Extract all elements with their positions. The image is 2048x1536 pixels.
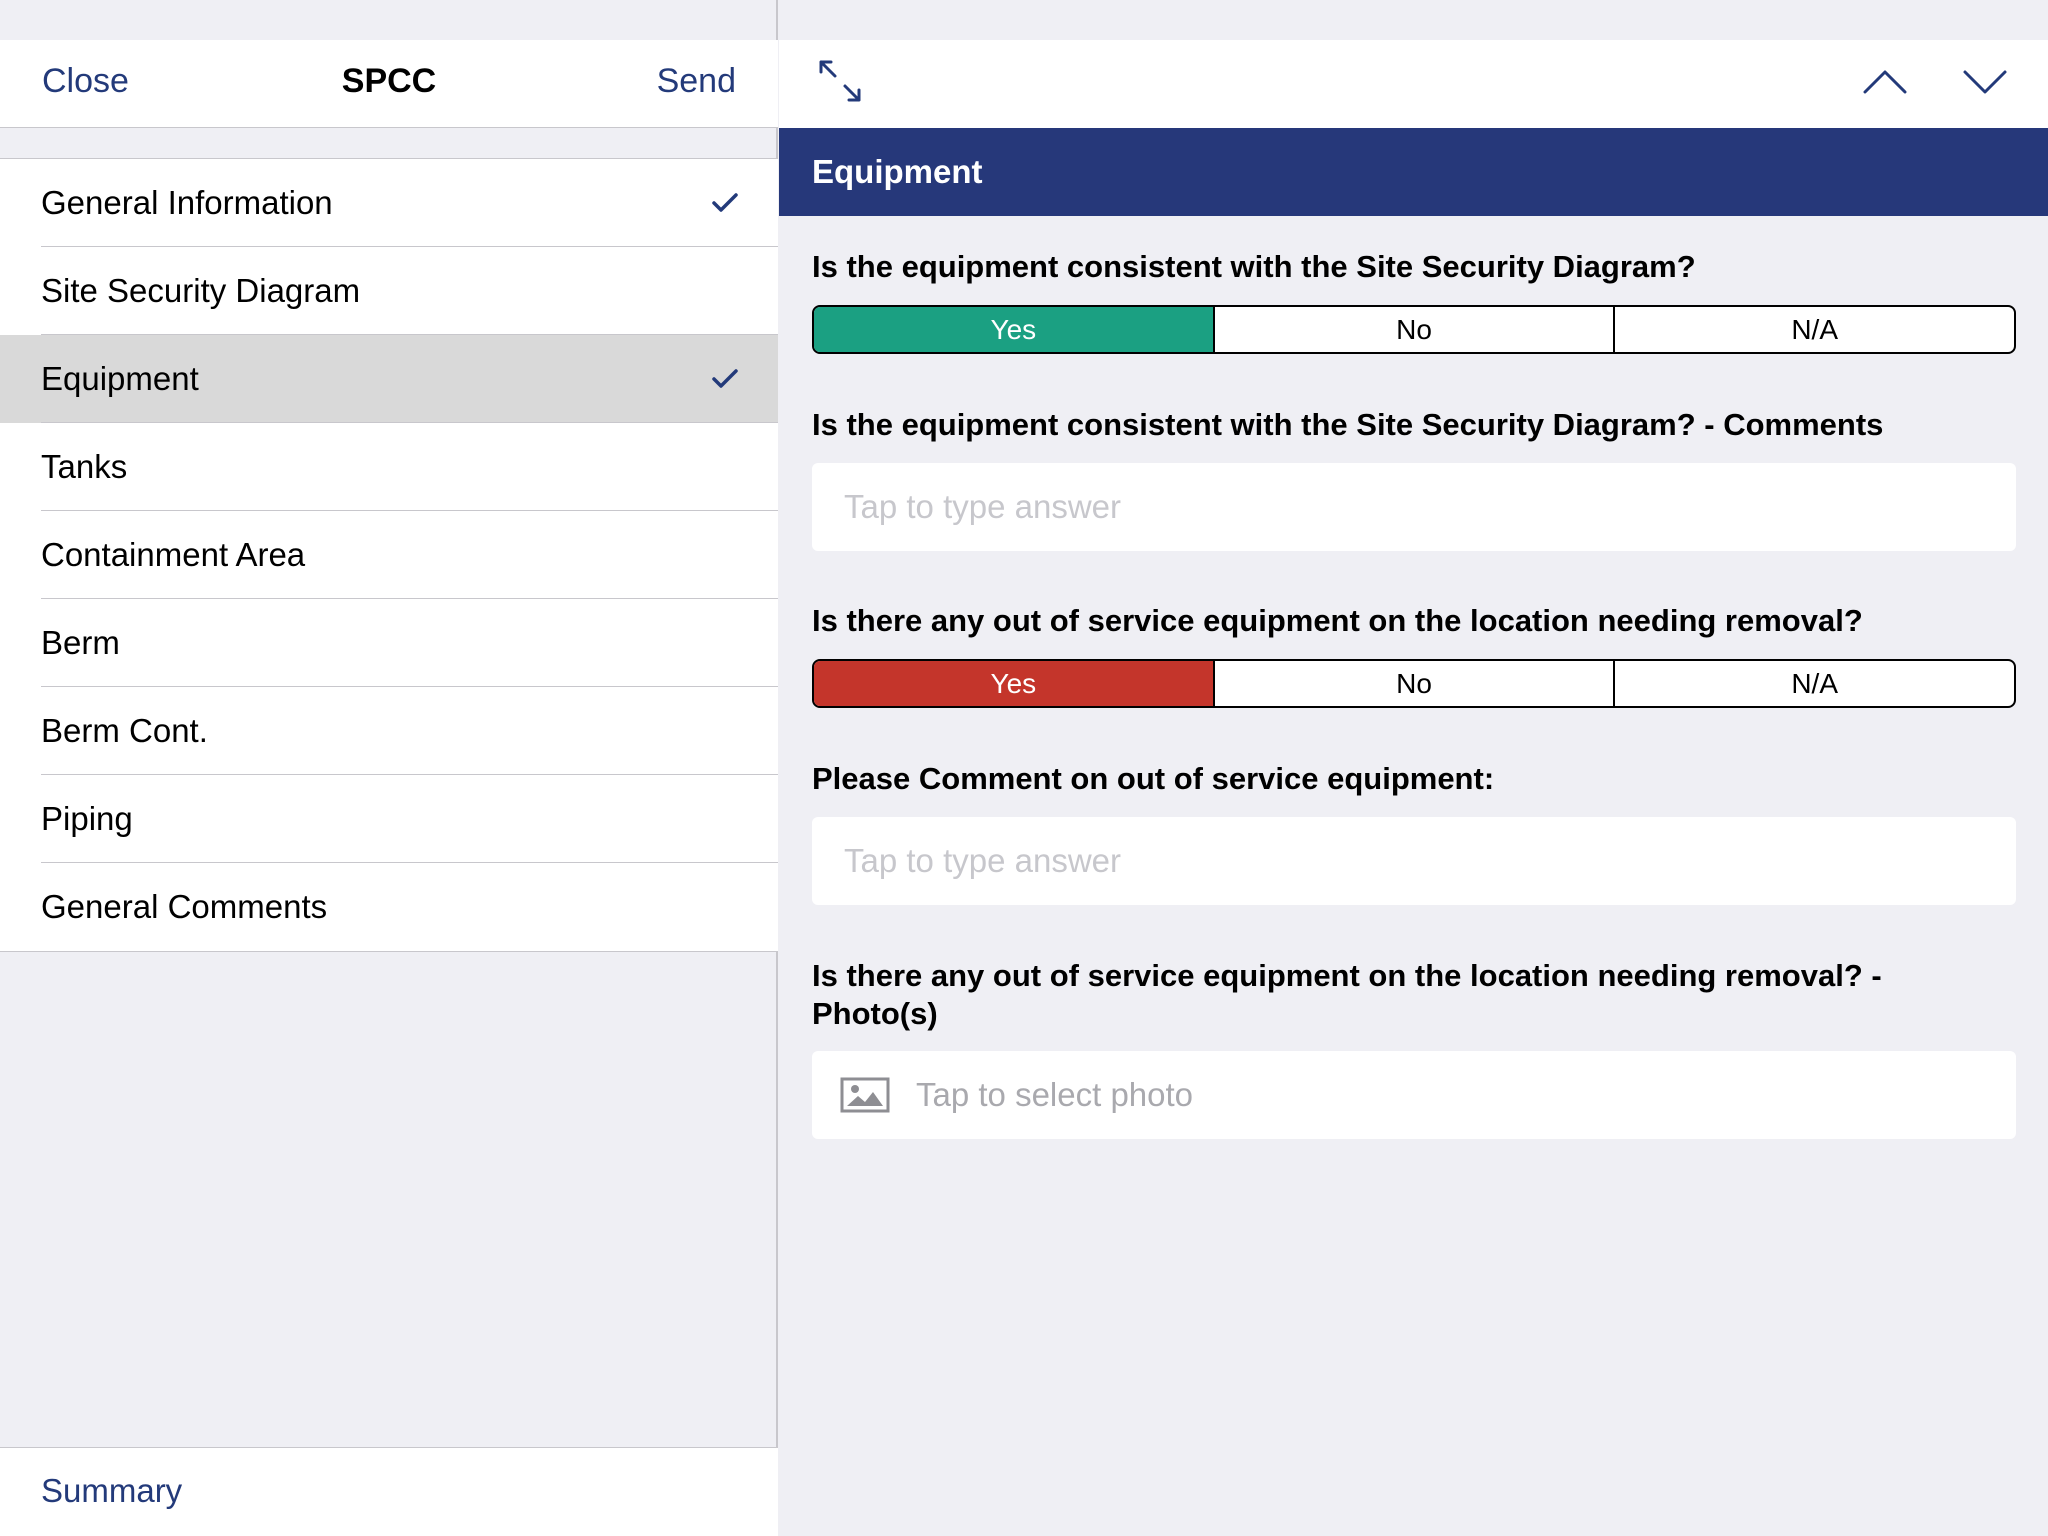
left-nav-bar xyxy=(0,40,778,128)
question-out-of-service-photos: Is there any out of service equipment on the location needing removal? - Photo(s) xyxy=(812,958,1882,1031)
section-item-tanks[interactable] xyxy=(0,423,778,511)
option-na[interactable]: N/A xyxy=(1791,667,1839,699)
section-item-berm-cont[interactable] xyxy=(0,687,778,775)
select-photo-label: Tap to select photo xyxy=(916,1076,1194,1113)
option-no[interactable]: No xyxy=(1215,307,1616,352)
photo-icon xyxy=(840,1077,890,1113)
question-equipment-consistent-comments: Is the equipment consistent with the Site Security Diagram? - Comments xyxy=(812,407,1884,442)
option-yes[interactable]: Yes xyxy=(814,307,1215,352)
send-button[interactable]: Send xyxy=(656,62,736,100)
sections-panel xyxy=(0,0,778,1536)
question-equipment-consistent: Is the equipment consistent with the Site Security Diagram? xyxy=(812,249,1696,284)
out-of-service-comments-input[interactable]: Tap to type answer xyxy=(812,817,2016,905)
chevron-up-icon[interactable] xyxy=(1862,62,1908,102)
select-photo-button[interactable] xyxy=(812,1051,2016,1139)
form-title: SPCC xyxy=(341,62,437,100)
checkmark-icon xyxy=(710,364,740,394)
section-item-label: Equipment xyxy=(41,360,199,397)
question-out-of-service: Is there any out of service equipment on the location needing removal? xyxy=(812,603,1863,638)
comments-input[interactable]: Tap to type answer xyxy=(812,463,2016,551)
form-panel xyxy=(779,0,2048,1536)
section-item-label: Site Security Diagram xyxy=(41,272,361,309)
section-item-label: Containment Area xyxy=(41,536,306,573)
section-item-label: Berm Cont. xyxy=(41,712,208,749)
section-item-general-information[interactable] xyxy=(0,159,778,247)
section-item-berm[interactable] xyxy=(0,599,778,687)
section-item-label: Berm xyxy=(41,624,120,661)
segmented-equipment-consistent xyxy=(812,305,2016,354)
right-nav-bar xyxy=(779,40,2048,128)
option-na[interactable]: N/A xyxy=(1791,313,1839,345)
chevron-down-icon[interactable] xyxy=(1962,62,2008,102)
expand-icon[interactable] xyxy=(817,58,863,104)
question-out-of-service-comments: Please Comment on out of service equipment: xyxy=(812,761,1495,796)
segmented-out-of-service xyxy=(812,659,2016,708)
section-item-site-security-diagram[interactable] xyxy=(0,247,778,335)
summary-bar xyxy=(0,1447,778,1536)
section-header: Equipment xyxy=(779,128,2048,216)
section-item-equipment[interactable] xyxy=(0,335,778,423)
section-item-label: General Comments xyxy=(41,888,328,925)
section-list xyxy=(0,158,778,952)
summary-link[interactable]: Summary xyxy=(41,1472,183,1509)
section-item-general-comments[interactable] xyxy=(0,863,778,951)
section-item-label: General Information xyxy=(41,184,333,221)
close-button[interactable]: Close xyxy=(42,62,129,100)
checkmark-icon xyxy=(710,188,740,218)
option-no[interactable]: No xyxy=(1215,661,1616,706)
section-item-label: Piping xyxy=(41,800,133,837)
section-item-containment-area[interactable] xyxy=(0,511,778,599)
section-item-piping[interactable] xyxy=(0,775,778,863)
option-yes[interactable]: Yes xyxy=(814,661,1215,706)
section-item-label: Tanks xyxy=(41,448,128,485)
